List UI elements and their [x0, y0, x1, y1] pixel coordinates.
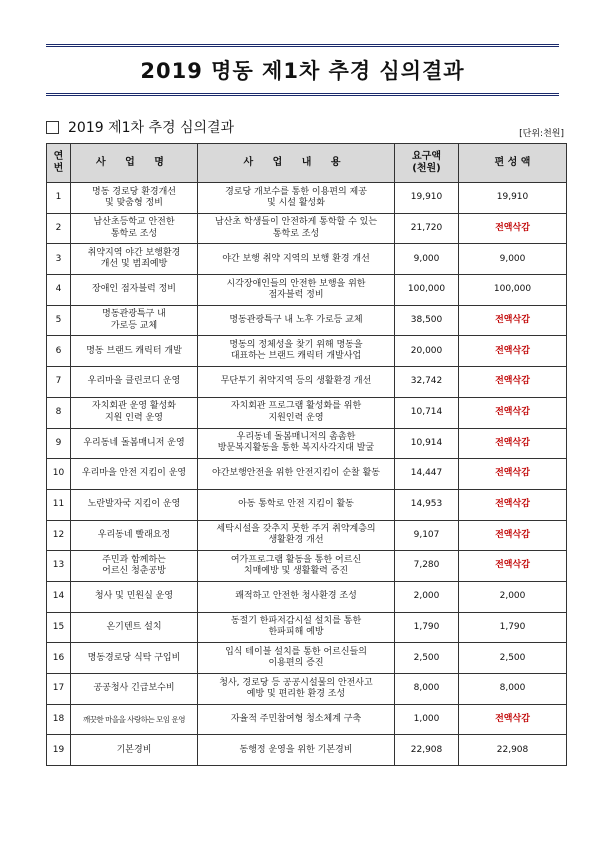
table-row [47, 428, 567, 459]
project-name: 자치회관 운영 활성화 지원 인력 운영 [71, 397, 198, 428]
budget-amount: 8,000 [459, 674, 567, 705]
row-number: 1 [47, 183, 71, 214]
request-amount: 100,000 [395, 275, 459, 306]
budget-amount: 전액삭감 [459, 336, 567, 367]
row-number: 11 [47, 489, 71, 520]
request-amount: 14,953 [395, 489, 459, 520]
table-header-row [47, 144, 567, 183]
project-content: 자율적 주민참여형 청소체계 구축 [198, 704, 395, 735]
unit-label: [단위:천원] [519, 129, 564, 139]
request-amount: 1,790 [395, 612, 459, 643]
budget-amount: 100,000 [459, 275, 567, 306]
header-content: 사 업 내 용 [198, 144, 395, 183]
project-content: 경로당 개보수를 통한 이용편의 제공 및 시설 활성화 [198, 183, 395, 214]
header-project: 사 업 명 [71, 144, 198, 183]
table-row [47, 397, 567, 428]
table-row [47, 459, 567, 490]
budget-amount: 2,500 [459, 643, 567, 674]
budget-amount: 전액삭감 [459, 305, 567, 336]
section-title: 2019 제1차 추경 심의결과 [68, 120, 235, 136]
row-number: 15 [47, 612, 71, 643]
table-row [47, 305, 567, 336]
request-amount: 9,000 [395, 244, 459, 275]
budget-amount: 전액삭감 [459, 428, 567, 459]
budget-amount: 전액삭감 [459, 520, 567, 551]
row-number: 13 [47, 551, 71, 582]
header-no: 연번 [47, 144, 71, 183]
table-row [47, 336, 567, 367]
row-number: 9 [47, 428, 71, 459]
project-name: 명동경로당 식탁 구입비 [71, 643, 198, 674]
budget-amount: 전액삭감 [459, 367, 567, 398]
request-amount: 2,000 [395, 581, 459, 612]
table-row [47, 244, 567, 275]
project-name: 장애인 점자블럭 정비 [71, 275, 198, 306]
project-name: 명동 브랜드 캐릭터 개발 [71, 336, 198, 367]
request-amount: 38,500 [395, 305, 459, 336]
row-number: 7 [47, 367, 71, 398]
table-row [47, 612, 567, 643]
request-amount: 7,280 [395, 551, 459, 582]
row-number: 14 [47, 581, 71, 612]
project-name: 기본경비 [71, 735, 198, 766]
project-name: 남산초등학교 안전한 통학로 조성 [71, 213, 198, 244]
project-content: 청사, 경로당 등 공공시설물의 안전사고 예방 및 편리한 환경 조성 [198, 674, 395, 705]
row-number: 12 [47, 520, 71, 551]
request-amount: 10,714 [395, 397, 459, 428]
row-number: 5 [47, 305, 71, 336]
project-name: 우리마을 클린코디 운영 [71, 367, 198, 398]
section-heading [46, 117, 234, 137]
budget-amount: 22,908 [459, 735, 567, 766]
budget-amount: 전액삭감 [459, 213, 567, 244]
project-content: 쾌적하고 안전한 청사환경 조성 [198, 581, 395, 612]
project-content: 입식 테이블 설치를 통한 어르신들의 이용편의 증진 [198, 643, 395, 674]
row-number: 17 [47, 674, 71, 705]
project-content: 야간 보행 취약 지역의 보행 환경 개선 [198, 244, 395, 275]
table-row [47, 489, 567, 520]
request-amount: 2,500 [395, 643, 459, 674]
project-name: 우리마을 안전 지킴이 운영 [71, 459, 198, 490]
table-row [47, 735, 567, 766]
row-number: 18 [47, 704, 71, 735]
header-budget: 편 성 액 [459, 144, 567, 183]
project-content: 자치회관 프로그램 활성화를 위한 지원인력 운영 [198, 397, 395, 428]
request-amount: 8,000 [395, 674, 459, 705]
request-amount: 22,908 [395, 735, 459, 766]
project-content: 명동관광특구 내 노후 가로등 교체 [198, 305, 395, 336]
project-name: 우리동네 돌봄매니저 운영 [71, 428, 198, 459]
row-number: 10 [47, 459, 71, 490]
row-number: 19 [47, 735, 71, 766]
request-amount: 19,910 [395, 183, 459, 214]
budget-amount: 9,000 [459, 244, 567, 275]
table-row [47, 275, 567, 306]
budget-amount: 전액삭감 [459, 459, 567, 490]
request-amount: 21,720 [395, 213, 459, 244]
budget-amount: 1,790 [459, 612, 567, 643]
results-table [46, 143, 567, 766]
project-name: 노란발자국 지킴이 운영 [71, 489, 198, 520]
table-row [47, 551, 567, 582]
request-amount: 9,107 [395, 520, 459, 551]
budget-amount: 전액삭감 [459, 704, 567, 735]
table-row [47, 704, 567, 735]
project-name: 명동 경로당 환경개선 및 맞춤형 정비 [71, 183, 198, 214]
table-row [47, 183, 567, 214]
project-content: 세탁시설을 갖추지 못한 주거 취약계층의 생활환경 개선 [198, 520, 395, 551]
request-amount: 20,000 [395, 336, 459, 367]
project-name: 온기텐트 설치 [71, 612, 198, 643]
table-row [47, 520, 567, 551]
row-number: 4 [47, 275, 71, 306]
project-content: 동행정 운영을 위한 기본경비 [198, 735, 395, 766]
table-row [47, 581, 567, 612]
budget-amount: 전액삭감 [459, 489, 567, 520]
project-content: 아동 통학로 안전 지킴이 활동 [198, 489, 395, 520]
row-number: 8 [47, 397, 71, 428]
budget-amount: 전액삭감 [459, 397, 567, 428]
project-content: 남산초 학생들이 안전하게 통학할 수 있는 통학로 조성 [198, 213, 395, 244]
project-name: 명동관광특구 내 가로등 교체 [71, 305, 198, 336]
row-number: 2 [47, 213, 71, 244]
project-content: 무단투기 취약지역 등의 생활환경 개선 [198, 367, 395, 398]
header-request: 요구액 (천원) [395, 144, 459, 183]
request-amount: 1,000 [395, 704, 459, 735]
document-title-box [46, 44, 559, 96]
request-amount: 10,914 [395, 428, 459, 459]
project-name: 우리동네 빨래요정 [71, 520, 198, 551]
project-content: 여가프로그램 활동을 통한 어르신 치매예방 및 생활활력 증진 [198, 551, 395, 582]
table-row [47, 367, 567, 398]
project-name: 공공청사 긴급보수비 [71, 674, 198, 705]
row-number: 3 [47, 244, 71, 275]
document-title: 2019 명동 제1차 추경 심의결과 [140, 59, 465, 83]
project-content: 명동의 정체성을 찾기 위해 명동을 대표하는 브랜드 캐릭터 개발사업 [198, 336, 395, 367]
project-name: 깨끗한 마을을 사랑하는 모임 운영 [71, 704, 198, 735]
project-content: 시각장애인들의 안전한 보행을 위한 점자블럭 정비 [198, 275, 395, 306]
budget-amount: 전액삭감 [459, 551, 567, 582]
project-content: 동절기 한파저감시설 설치를 통한 한파피해 예방 [198, 612, 395, 643]
row-number: 16 [47, 643, 71, 674]
row-number: 6 [47, 336, 71, 367]
request-amount: 32,742 [395, 367, 459, 398]
project-name: 주민과 함께하는 어르신 청춘공방 [71, 551, 198, 582]
project-content: 야간보행안전을 위한 안전지킴이 순찰 활동 [198, 459, 395, 490]
table-row [47, 643, 567, 674]
budget-amount: 2,000 [459, 581, 567, 612]
table-body [47, 183, 567, 766]
project-name: 청사 및 민원실 운영 [71, 581, 198, 612]
table-row [47, 674, 567, 705]
request-amount: 14,447 [395, 459, 459, 490]
budget-amount: 19,910 [459, 183, 567, 214]
project-content: 우리동네 돌봄매니저의 촘촘한 방문복지활동을 통한 복지사각지대 발굴 [198, 428, 395, 459]
table-row [47, 213, 567, 244]
square-bullet-icon [46, 121, 59, 134]
project-name: 취약지역 야간 보행환경 개선 및 범죄예방 [71, 244, 198, 275]
